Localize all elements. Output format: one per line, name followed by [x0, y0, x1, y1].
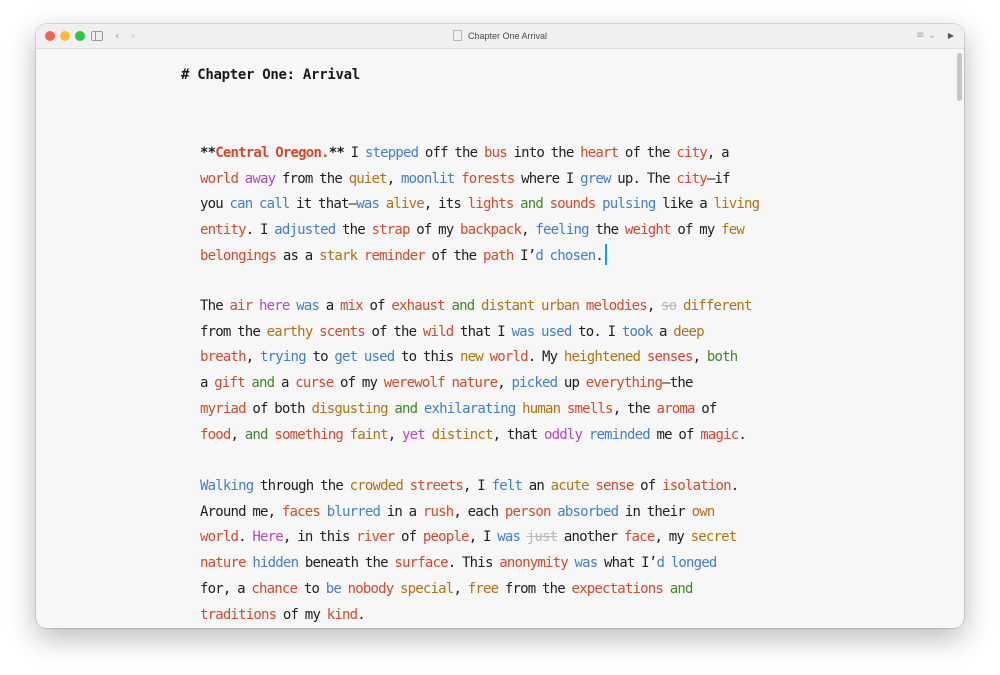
text-run: from the	[498, 580, 572, 597]
text-run: of my	[670, 222, 722, 239]
text-line	[200, 525, 800, 551]
text-run	[343, 427, 350, 443]
noun-word: everything	[585, 375, 663, 392]
verb-word: d longed	[656, 555, 717, 572]
text-run: to	[297, 580, 326, 597]
text-run: the	[588, 222, 625, 239]
noun-word: air	[229, 298, 253, 314]
text-line	[200, 551, 800, 577]
text-run	[568, 555, 575, 571]
title-bar	[36, 24, 964, 49]
noun-word: surface	[394, 555, 448, 572]
adverb-word: here	[259, 298, 290, 314]
adjective-word: stark	[319, 247, 358, 264]
text-run: an	[522, 478, 551, 494]
text-run: Around me,	[200, 503, 282, 520]
text-run: of both	[245, 400, 312, 417]
text-line	[200, 218, 800, 244]
text-run: what I’	[597, 555, 657, 572]
text-run: of my	[333, 375, 384, 392]
noun-word: weight	[624, 222, 671, 239]
conjunction-word: both	[706, 349, 738, 366]
conjunction-word: and	[451, 298, 475, 314]
noun-word: people	[422, 529, 469, 546]
paragraph	[200, 474, 800, 628]
adjective-word: few	[721, 222, 744, 239]
zoom-window-button[interactable]	[75, 31, 85, 41]
editor-window	[36, 24, 964, 628]
adjective-word: own	[691, 503, 715, 520]
verb-word: trying	[260, 349, 306, 366]
verb-word: pulsing	[602, 196, 656, 213]
adjective-word: quiet	[348, 170, 387, 187]
text-run: beneath the	[298, 555, 395, 572]
text-run: of	[694, 400, 717, 417]
noun-word: heart	[580, 145, 619, 161]
text-run: of	[394, 529, 423, 546]
text-run: to this	[394, 349, 461, 366]
verb-word: feeling	[535, 222, 589, 239]
text-run	[663, 581, 670, 597]
noun-word: isolation	[662, 478, 731, 494]
noun-word: senses	[646, 349, 693, 366]
noun-word: nobody	[347, 580, 394, 597]
play-icon[interactable]: ▶	[947, 31, 954, 40]
noun-word: world	[200, 170, 239, 187]
noun-word: bus	[483, 145, 507, 161]
text-run: . This	[447, 555, 500, 572]
noun-word: expectations	[571, 580, 664, 597]
text-run: ,	[646, 298, 662, 314]
window-title-area	[36, 24, 964, 48]
noun-word: magic	[700, 426, 739, 443]
text-run: ,	[453, 580, 468, 597]
adjective-word: urban	[541, 298, 580, 314]
text-run: I’	[513, 247, 536, 264]
conjunction-word: and	[394, 400, 418, 417]
noun-word: aroma	[656, 400, 695, 417]
noun-word: river	[356, 529, 395, 546]
text-run: off the	[418, 145, 484, 161]
verb-word: was	[574, 555, 598, 572]
noun-word: scents	[319, 323, 365, 340]
noun-word: nature	[200, 555, 246, 572]
noun-word: entity	[200, 222, 246, 239]
verb-word: stepped	[364, 145, 419, 161]
verb-word: exhilarating	[423, 400, 516, 417]
text-run: , in this	[282, 529, 357, 546]
noun-word: backpack	[460, 222, 522, 239]
text-line	[200, 320, 800, 346]
text-line	[200, 371, 800, 397]
verb-word: grew	[580, 170, 611, 187]
adjective-word: alive	[385, 196, 424, 213]
verb-word: can call	[229, 196, 290, 213]
noun-word: world	[489, 349, 528, 366]
text-run: from the	[200, 323, 267, 340]
verb-word: be	[325, 580, 341, 597]
chevron-right-icon[interactable]: ›	[131, 29, 136, 42]
adjective-word: acute	[550, 478, 589, 494]
conjunction-word: and	[244, 426, 268, 443]
text-run: I	[343, 145, 365, 161]
verb-word: was	[497, 529, 521, 546]
noun-word: reminder	[363, 247, 425, 264]
text-run: to. I	[571, 323, 622, 340]
noun-word: faces	[281, 503, 321, 520]
text-run	[320, 504, 327, 520]
text-line	[200, 294, 800, 320]
noun-word: gift	[214, 375, 245, 392]
adjective-word: human	[522, 400, 561, 417]
adjective-word: different	[683, 298, 752, 314]
noun-word: melodies	[585, 298, 647, 314]
text-run: , my	[654, 529, 691, 546]
noun-word: sounds	[549, 196, 596, 213]
text-run: where I	[514, 170, 581, 187]
adverb-word: yet	[402, 426, 425, 443]
adjective-word: deep	[673, 323, 704, 340]
text-run: , its	[423, 196, 468, 213]
adverb-word: Here	[252, 529, 283, 546]
chapter-heading: # Chapter One: Arrival	[181, 67, 360, 83]
noun-word: anonymity	[499, 555, 568, 572]
text-run	[560, 401, 567, 417]
verb-word: was used	[511, 323, 572, 340]
verb-word: was	[296, 298, 320, 314]
noun-word: smells	[566, 400, 613, 417]
adjective-word: secret	[690, 529, 737, 546]
noun-word: mix	[339, 298, 363, 314]
verb-word: moonlit	[401, 170, 455, 187]
text-run	[403, 478, 410, 494]
adjective-word: earthy	[266, 323, 313, 340]
scroll-thumb[interactable]	[957, 53, 962, 101]
text-run: , a	[706, 145, 729, 161]
noun-word: belongings	[200, 247, 277, 264]
text-run	[543, 196, 550, 212]
verb-word: was	[356, 196, 380, 213]
adjective-word: distant	[480, 298, 535, 314]
text-cursor	[605, 244, 607, 265]
text-line	[200, 397, 800, 423]
noun-word: city	[676, 170, 707, 187]
text-line	[200, 474, 800, 500]
text-run: —if	[706, 170, 730, 187]
noun-word: werewolf	[383, 375, 445, 392]
text-run: up	[557, 375, 586, 392]
adverb-word: away	[244, 170, 276, 187]
text-run: of my	[276, 606, 327, 623]
text-run: of my	[409, 222, 461, 239]
noun-word: rush	[422, 503, 454, 520]
bold-mark-word: **	[200, 145, 216, 161]
text-run: from the	[275, 170, 349, 187]
text-run: .	[730, 478, 739, 494]
verb-word: d chosen	[535, 247, 596, 264]
adverb-word: oddly	[544, 426, 583, 443]
view-options-icon[interactable]: ≡ ⌄	[916, 30, 936, 41]
text-run: for, a	[200, 580, 252, 597]
text-run: ,	[521, 222, 536, 239]
noun-word: traditions	[200, 606, 277, 623]
text-run: . My	[527, 349, 564, 366]
adjective-word: free	[467, 580, 499, 597]
text-run: ,	[692, 349, 707, 366]
sidebar-toggle-icon[interactable]	[91, 28, 103, 44]
noun-word: nature	[451, 375, 498, 392]
text-run	[417, 401, 424, 417]
text-run: , I	[463, 478, 492, 494]
text-run: a	[319, 298, 340, 314]
close-window-button[interactable]	[45, 31, 55, 41]
noun-word: path	[482, 247, 514, 264]
text-run: . I	[245, 222, 275, 239]
text-run: , each	[453, 503, 505, 520]
text-run: of	[633, 478, 663, 494]
noun-word: wild	[422, 323, 454, 340]
noun-word: myriad	[200, 400, 246, 417]
noun-word: food	[200, 426, 231, 443]
text-run	[640, 349, 647, 365]
struck-word: so	[661, 298, 677, 314]
text-run: .	[595, 247, 604, 264]
verb-word: get used	[334, 349, 395, 366]
conjunction-word: and	[520, 196, 543, 213]
adjective-word: crowded	[349, 478, 403, 494]
window-title: Chapter One Arrival	[467, 31, 548, 41]
text-run: , the	[612, 400, 657, 417]
document-icon	[453, 30, 462, 41]
noun-word: streets	[409, 478, 464, 494]
paragraph	[200, 141, 800, 270]
verb-word: hidden	[252, 555, 299, 572]
text-run: a	[652, 323, 674, 340]
noun-word: lights	[467, 196, 514, 213]
verb-word: adjusted	[274, 222, 336, 239]
text-run: the	[335, 222, 372, 239]
adjective-word: disgusting	[311, 400, 388, 417]
conjunction-word: and	[251, 375, 275, 392]
text-run: .	[357, 606, 365, 623]
text-run: of the	[424, 247, 483, 264]
text-run	[474, 298, 481, 314]
text-line	[200, 192, 800, 218]
verb-word: reminded	[588, 426, 650, 443]
minimize-window-button[interactable]	[60, 31, 70, 41]
text-run	[379, 196, 386, 212]
text-run: .	[238, 529, 253, 546]
text-run: ,	[245, 349, 261, 366]
struck-word: just	[526, 529, 558, 546]
text-run: ,	[387, 426, 403, 443]
text-run: in their	[618, 503, 692, 520]
text-run: , that	[492, 426, 545, 443]
bold-mark-word: **	[328, 145, 344, 161]
text-run: —the	[662, 375, 693, 392]
noun-word: kind	[326, 606, 358, 623]
text-line	[200, 603, 800, 628]
adjective-word: faint	[349, 426, 388, 443]
text-line	[200, 345, 800, 371]
text-run: in a	[380, 503, 423, 520]
text-run: ,	[230, 426, 245, 443]
text-run: .	[738, 426, 747, 443]
verb-word: Walking	[200, 478, 254, 494]
text-editor[interactable]	[36, 49, 954, 628]
text-run: up. The	[610, 170, 677, 187]
verb-word: felt	[491, 478, 523, 494]
text-line	[200, 577, 800, 603]
text-run: a	[274, 375, 296, 392]
text-run: ,	[497, 375, 512, 392]
text-run: another	[557, 529, 624, 546]
verb-word: blurred	[326, 503, 381, 520]
verb-word: took	[621, 323, 653, 340]
text-run	[425, 427, 432, 443]
chevron-left-icon[interactable]: ‹	[115, 29, 120, 42]
text-run: , I	[468, 529, 498, 546]
noun-word: curse	[295, 375, 334, 392]
text-run: to	[305, 349, 335, 366]
noun-word: strap	[371, 222, 410, 239]
text-run	[238, 171, 245, 187]
paragraph	[200, 294, 800, 448]
noun-bold-word: Central Oregon.	[215, 145, 329, 161]
adjective-word: living	[713, 196, 760, 213]
text-line	[200, 423, 800, 449]
text-run: ,	[386, 170, 402, 187]
text-run	[520, 529, 527, 545]
text-run: you	[200, 196, 230, 213]
vertical-scrollbar[interactable]	[954, 49, 964, 628]
text-run	[341, 581, 348, 597]
noun-word: sense	[595, 478, 634, 494]
text-line	[200, 167, 800, 193]
noun-word: breath	[200, 349, 246, 366]
text-run	[582, 427, 589, 443]
text-run: through the	[253, 478, 350, 494]
text-run: a	[200, 375, 215, 392]
verb-word: absorbed	[557, 503, 619, 520]
noun-word: forests	[461, 170, 515, 187]
text-line	[200, 141, 800, 167]
conjunction-word: and	[669, 580, 693, 597]
text-run: of the	[618, 145, 677, 161]
text-run: it that—	[289, 196, 357, 213]
adjective-word: special	[400, 580, 454, 597]
noun-word: chance	[251, 580, 298, 597]
adjective-word: distinct	[431, 426, 493, 443]
text-run: like a	[655, 196, 714, 213]
text-line	[200, 500, 800, 526]
adjective-word: new	[460, 349, 483, 366]
noun-word: something	[274, 426, 343, 443]
noun-word: city	[676, 145, 707, 161]
text-run: of the	[364, 323, 423, 340]
noun-word: world	[200, 529, 239, 546]
noun-word: person	[504, 503, 551, 520]
text-run: The	[200, 298, 230, 314]
text-line	[200, 244, 800, 270]
text-run: into the	[506, 145, 581, 161]
text-run: of	[362, 298, 392, 314]
noun-word: face	[623, 529, 655, 546]
text-run	[483, 349, 490, 365]
adjective-word: heightened	[563, 349, 641, 366]
text-run: that I	[453, 323, 512, 340]
text-run	[579, 298, 586, 314]
text-run: me of	[649, 426, 701, 443]
verb-word: picked	[511, 375, 558, 392]
noun-word: exhaust	[391, 298, 445, 314]
text-run	[357, 248, 364, 264]
text-run: as a	[276, 247, 320, 264]
